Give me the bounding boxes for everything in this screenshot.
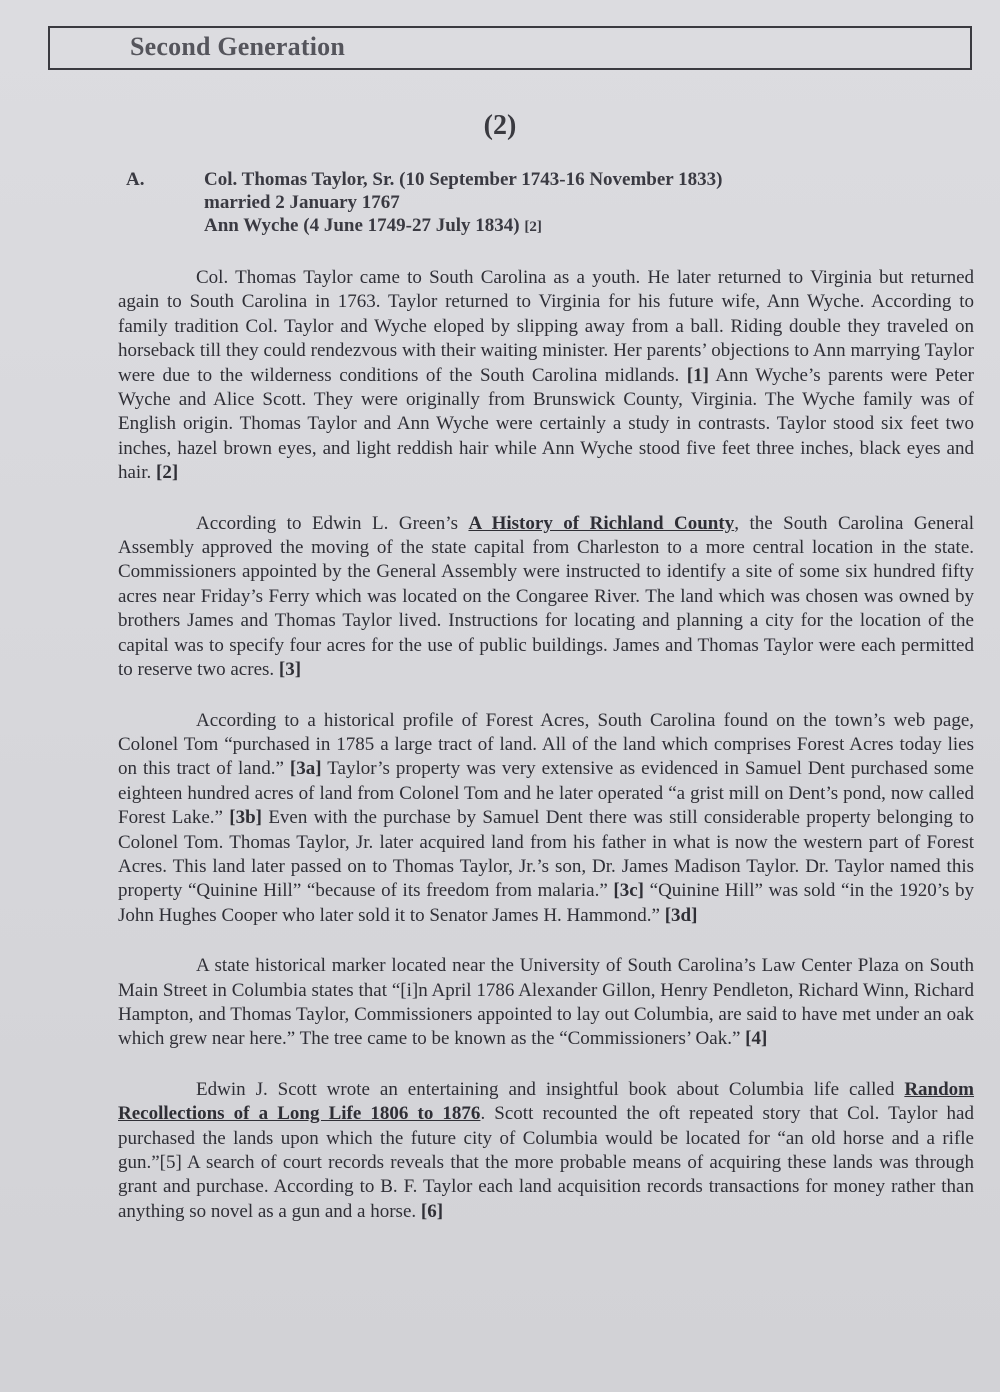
citation: [3c] <box>613 880 644 902</box>
entry-line-1: Col. Thomas Taylor, Sr. (10 September 1743-16 November 1833) <box>204 169 723 190</box>
paragraph-text: , the South Carolina General Assembly approved the moving of the state capital from Charleston to a more central location in the state. Commissioners appointed by the General Assembly were instructed to identify a site of some six hundred fifty acres near Friday’s Ferry which was located on the Congaree River. The land which was chosen was owned by brothers James and Thomas Taylor lived. Instructions for locating and planning a city for the location of the capital was to specify four acres for the use of public buildings. James and Thomas Taylor were each permitted to reserve two acres. <box>118 512 974 681</box>
entry-letter: A. <box>126 169 145 190</box>
section-title: Second Generation <box>130 32 346 61</box>
citation: [3d] <box>664 904 698 926</box>
citation: [3] <box>278 659 302 681</box>
citation: [2] <box>156 462 179 484</box>
paragraph-text: According to Edwin L. Green’s <box>196 512 458 534</box>
section-header-box <box>48 26 972 70</box>
book-title: Random Recollections of a Long Life 1806 to 1876 <box>118 1078 975 1125</box>
citation: [2] <box>524 219 542 235</box>
paragraph-text: Edwin J. Scott wrote an entertaining and insightful book about Columbia life called <box>196 1078 895 1100</box>
body-text <box>118 266 974 1250</box>
entry-line-2: married 2 January 1767 <box>204 192 400 213</box>
generation-number: (2) <box>483 110 517 141</box>
paragraph-text: “Quinine Hill” was sold “in the 1920’s by John Hughes Cooper who later sold it to Senator James H. Hammond.” <box>118 880 975 926</box>
citation: [1] <box>686 364 709 386</box>
entry-spouse: Ann Wyche (4 June 1749-27 July 1834) <box>204 215 520 236</box>
entry-line-3 <box>204 214 904 239</box>
paragraph-1 <box>118 266 974 486</box>
citation: [4] <box>745 1028 768 1050</box>
entry-lines <box>204 168 904 239</box>
paragraph-text: A state historical marker located near the University of South Carolina’s Law Center Plaza on South Main Street in Columbia states that “[i]n April 1786 Alexander Gillon, Henry Pendleton, Richard Winn, Richard Hampton, and Thomas Taylor, Commissioners appointed to lay out Columbia, are said to have met under an oak which grew near here.” The tree came to be known as the “Commissioners’ Oak.” <box>118 955 974 1050</box>
citation: [3a] <box>289 758 322 780</box>
paragraph-4 <box>118 954 974 1052</box>
citation: [6] <box>420 1200 444 1222</box>
citation: [3b] <box>229 807 263 829</box>
paragraph-text: Even with the purchase by Samuel Dent there was still considerable property belonging to Colonel Tom. Thomas Taylor, Jr. later acquired land from his father in what is now the western part of Forest Acres. This land later passed on to Thomas Taylor, Jr.’s son, Dr. James Madison Taylor. Dr. Taylor named this property “Quinine Hill” “because of its freedom from malaria.” <box>118 807 975 902</box>
paragraph-text: Taylor’s property was very extensive as evidenced in Samuel Dent purchased some eighteen hundred acres of land from Colonel Tom and he later operated “a grist mill on Dent’s pond, now called Forest Lake.” <box>118 758 974 829</box>
paragraph-2 <box>118 512 974 683</box>
paragraph-5 <box>118 1078 974 1224</box>
paragraph-text: Ann Wyche’s parents were Peter Wyche and Alice Scott. They were originally from Brunswick County, Virginia. The Wyche family was of English origin. Thomas Taylor and Ann Wyche were certainly a study in contrasts. Taylor stood six feet two inches, hazel brown eyes, and light reddish hair while Ann Wyche stood five feet three inches, black eyes and hair. <box>118 364 975 484</box>
paragraph-text: Col. Thomas Taylor came to South Carolina as a youth. He later returned to Virginia but returned again to South Carolina in 1763. Taylor returned to Virginia for his future wife, Ann Wyche. According to family tradition Col. Taylor and Wyche eloped by slipping away from a ball. Riding double they traveled on horseback till they could rendezvous with their waiting minister. Her parents’ objections to Ann marrying Taylor were due to the wilderness conditions of the South Carolina midlands. <box>118 267 974 386</box>
paragraph-text: . Scott recounted the oft repeated story that Col. Taylor had purchased the lands upon which the future city of Columbia would be located for “an old horse and a rifle gun.”[5] A search of court records reveals that the more probable means of acquiring these lands was through grant and purchase. According to B. F. Taylor each land acquisition records transactions for money rather than anything so novel as a gun and a horse. <box>118 1103 974 1222</box>
paragraph-text: According to a historical profile of Forest Acres, South Carolina found on the town’s web page, Colonel Tom “purchased in 1785 a large tract of land. All of the land which comprises Forest Acres today lies on this tract of land.” <box>118 709 974 780</box>
book-title: A History of Richland County <box>468 512 735 534</box>
paragraph-3 <box>118 709 974 929</box>
